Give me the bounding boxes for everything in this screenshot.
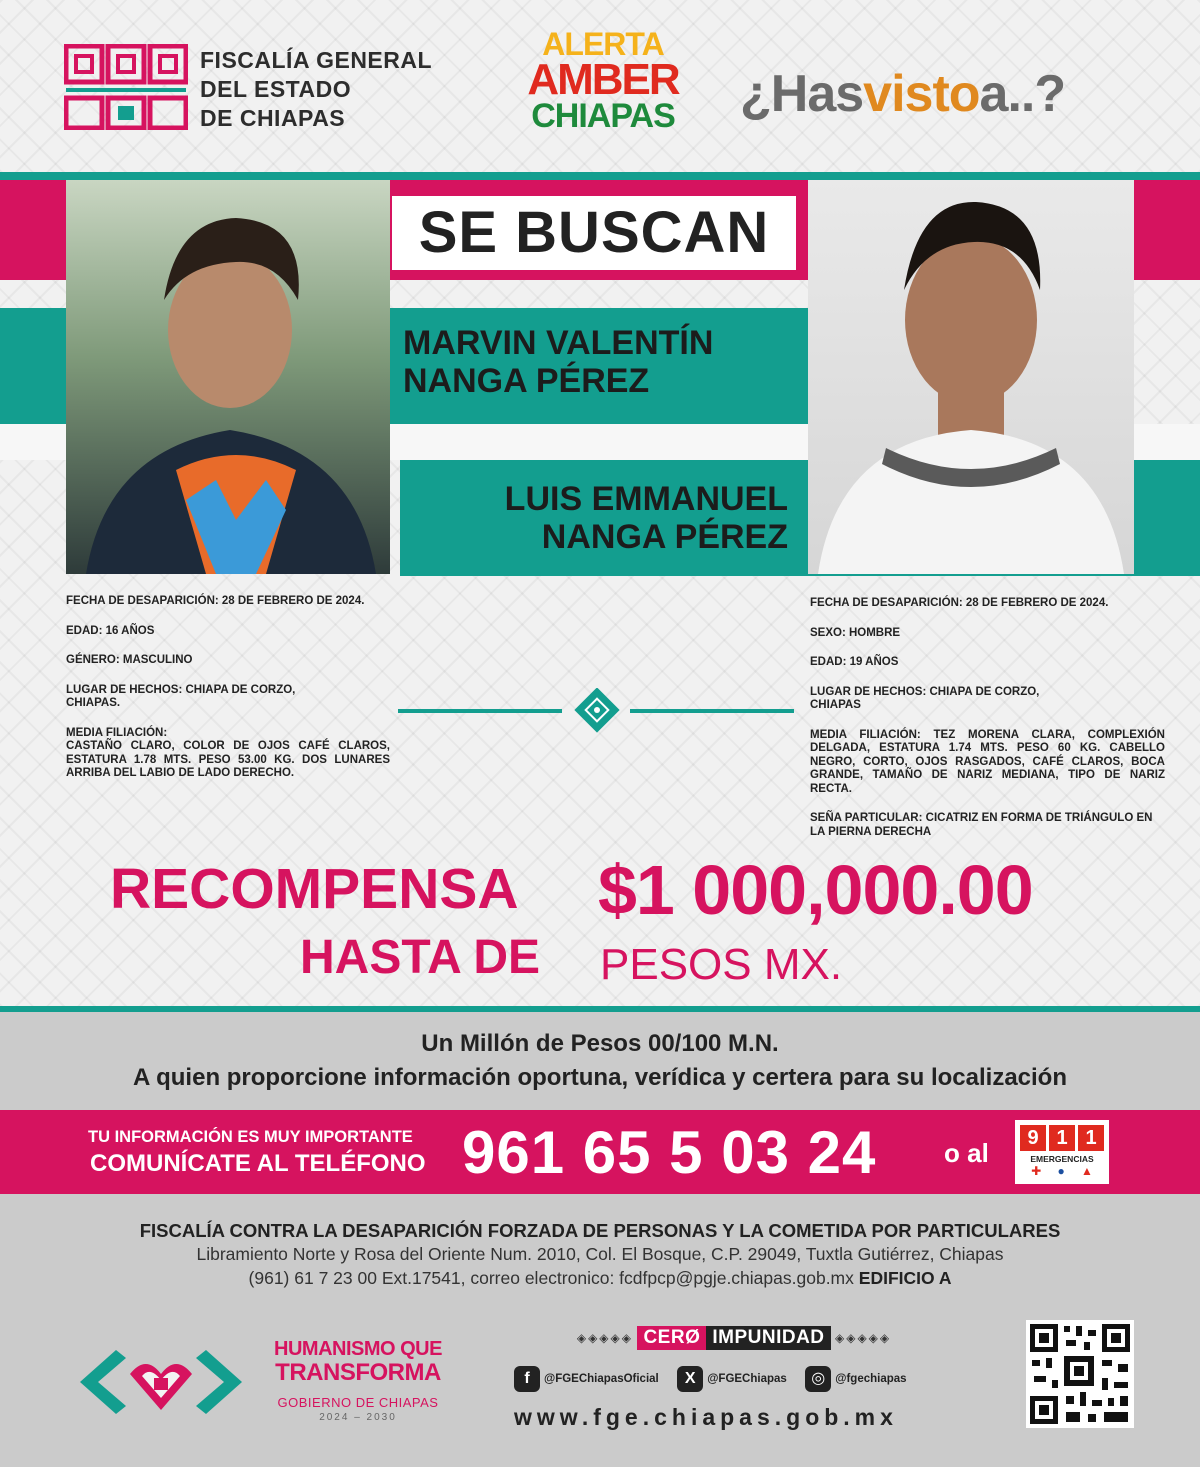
- title-box: [392, 196, 804, 270]
- hasvisto-mid: visto: [863, 65, 980, 123]
- info-media: [66, 727, 390, 781]
- reward-text-band: [0, 1012, 1200, 1110]
- instagram-icon: ◎: [805, 1366, 831, 1392]
- name-luis: [456, 480, 788, 556]
- info-lugar-1: LUGAR DE HECHOS: CHIAPA DE CORZO,: [810, 685, 1040, 698]
- name-line: NANGA PÉREZ: [541, 518, 788, 556]
- info-lugar-1: LUGAR DE HECHOS: CHIAPA DE CORZO,: [66, 683, 296, 696]
- fge-line-1: FISCALÍA GENERAL: [200, 47, 433, 73]
- gov-line-2: TRANSFORMA: [275, 1359, 441, 1386]
- hasvisto-post: a..?: [979, 65, 1066, 123]
- reward-label-1: RECOMPENSA: [110, 857, 519, 921]
- info-fecha: FECHA DE DESAPARICIÓN: 28 DE FEBRERO DE 2024.: [810, 597, 1109, 609]
- contact-line-2: COMUNÍCATE AL TELÉFONO: [90, 1150, 426, 1177]
- diamond-dots-icon: ◈◈◈◈◈: [834, 1331, 892, 1345]
- info-fecha: FECHA DE DESAPARICIÓN: 28 DE FEBRERO DE 2024.: [66, 595, 365, 607]
- reward-amount: $1 000,000.00: [598, 851, 1033, 929]
- impunidad-label: IMPUNIDAD: [706, 1326, 830, 1350]
- info-media-text: CASTAÑO CLARO, COLOR DE OJOS CAFÉ CLAROS, ESTATURA 1.78 MTS. PESO 53.00 KG. DOS LUNARES ARRIBA DEL LABIO DE LADO DERECHO.: [66, 740, 390, 779]
- info-genero: GÉNERO: MASCULINO: [66, 654, 193, 666]
- office-name: FISCALÍA CONTRA LA DESAPARICIÓN FORZADA DE PERSONAS Y LA COMETIDA POR PARTICULARES: [139, 1220, 1061, 1241]
- page-title: SE BUSCAN: [418, 200, 770, 265]
- reward-condition: A quien proporcione información oportuna, verídica y certera para su localización: [133, 1064, 1067, 1091]
- digit-1b: 1: [1078, 1125, 1104, 1151]
- office-contact-text[interactable]: (961) 61 7 23 00 Ext.17541, correo electronico: fcdfpcp@pgje.chiapas.gob.mx: [248, 1268, 854, 1288]
- website-link[interactable]: www.fge.chiapas.gob.mx: [514, 1404, 898, 1430]
- qr-code-icon[interactable]: [1026, 1320, 1134, 1428]
- contact-or: o al: [944, 1138, 989, 1168]
- person-silhouette-icon: [66, 180, 390, 574]
- person-silhouette-icon: [808, 180, 1134, 574]
- info-media: MEDIA FILIACIÓN: TEZ MORENA CLARA, COMPLEXIÓN DELGADA, ESTATURA 1.74 MTS. PESO 60 KG. CABELLO NEGRO, CORTO, OJOS RASGADOS, CAFÉ CLAROS, BOCA GRANDE, TAMAÑO DE NARIZ MEDIANA, TIPO DE NARIZ RECTA.: [810, 728, 1165, 795]
- fge-line-3: DE CHIAPAS: [200, 105, 346, 131]
- x-icon: X: [677, 1366, 703, 1392]
- name-line: LUIS EMMANUEL: [504, 480, 788, 518]
- info-edad: EDAD: 16 AÑOS: [66, 624, 155, 637]
- social-facebook-handle: @FGEChiapasOficial: [544, 1373, 659, 1385]
- amber-line-3: CHIAPAS: [531, 97, 675, 135]
- social-instagram[interactable]: [805, 1366, 906, 1392]
- name-marvin: [403, 324, 713, 400]
- reward-words: Un Millón de Pesos 00/100 M.N.: [421, 1030, 779, 1057]
- emergency-icons: [1017, 1164, 1107, 1178]
- gov-line-3: GOBIERNO DE CHIAPAS: [277, 1395, 439, 1410]
- teal-divider-top: [0, 172, 1200, 180]
- info-lugar: [810, 686, 1165, 713]
- fge-logo-icon: [64, 44, 188, 130]
- social-x[interactable]: [677, 1366, 787, 1392]
- gobierno-logo-icon: [70, 1340, 252, 1424]
- photo-marvin: [66, 180, 390, 574]
- info-lugar: [66, 684, 390, 711]
- social-x-handle: @FGEChiapas: [707, 1373, 787, 1385]
- office-building: EDIFICIO A: [858, 1268, 952, 1288]
- info-marvin: [66, 595, 390, 797]
- info-luis: [810, 597, 1165, 855]
- cero-impunidad: [514, 1326, 954, 1350]
- info-lugar-2: CHIAPAS.: [66, 697, 121, 709]
- digit-9: 9: [1020, 1125, 1046, 1151]
- gobierno-brand: [262, 1338, 454, 1423]
- emergency-911-icon[interactable]: [1015, 1120, 1109, 1184]
- police-icon: ●: [1057, 1164, 1065, 1178]
- emergency-label: EMERGENCIAS: [1030, 1154, 1094, 1164]
- gov-line-1: HUMANISMO QUE: [274, 1338, 442, 1360]
- fge-name: [200, 46, 432, 133]
- photo-luis: [808, 180, 1134, 574]
- info-sexo: SEXO: HOMBRE: [810, 626, 901, 639]
- name-line: MARVIN VALENTÍN: [403, 324, 714, 362]
- name-line: NANGA PÉREZ: [403, 362, 650, 400]
- amber-line-1: ALERTA: [542, 26, 664, 62]
- info-sena: SEÑA PARTICULAR: CICATRIZ EN FORMA DE TRIÁNGULO EN LA PIERNA DERECHA: [810, 812, 1153, 838]
- cero-label: CERØ: [637, 1326, 706, 1350]
- gov-line-4: 2024 – 2030: [319, 1412, 397, 1423]
- phone-number[interactable]: 961 65 5 03 24: [462, 1119, 877, 1186]
- social-instagram-handle: @fgechiapas: [835, 1373, 907, 1385]
- office-address: Libramiento Norte y Rosa del Oriente Num. 2010, Col. El Bosque, C.P. 29049, Tuxtla Gutiérrez, Chiapas: [196, 1244, 1004, 1264]
- facebook-icon: f: [514, 1366, 540, 1392]
- office-contact: [0, 1268, 1200, 1289]
- reward-label-2: HASTA DE: [300, 931, 540, 984]
- social-facebook[interactable]: [514, 1366, 659, 1392]
- amber-alert-logo: [518, 26, 688, 134]
- info-media-label: MEDIA FILIACIÓN:: [66, 726, 168, 739]
- info-lugar-2: CHIAPAS: [810, 699, 861, 711]
- contact-line-1: TU INFORMACIÓN ES MUY IMPORTANTE: [88, 1128, 413, 1146]
- info-edad: EDAD: 19 AÑOS: [810, 656, 899, 668]
- diamond-divider-icon: [398, 688, 794, 734]
- reward-currency: PESOS MX.: [600, 940, 843, 989]
- fire-icon: ▲: [1080, 1164, 1093, 1178]
- fge-line-2: DEL ESTADO: [200, 76, 352, 102]
- digit-1: 1: [1049, 1125, 1075, 1151]
- cross-icon: ✚: [1031, 1164, 1042, 1178]
- hasvisto-pre: ¿Has: [740, 65, 864, 123]
- amber-line-2: AMBER: [527, 55, 679, 104]
- diamond-dots-icon: ◈◈◈◈◈: [576, 1331, 633, 1345]
- social-links: [514, 1366, 964, 1392]
- hasvisto-logo: [740, 64, 1065, 124]
